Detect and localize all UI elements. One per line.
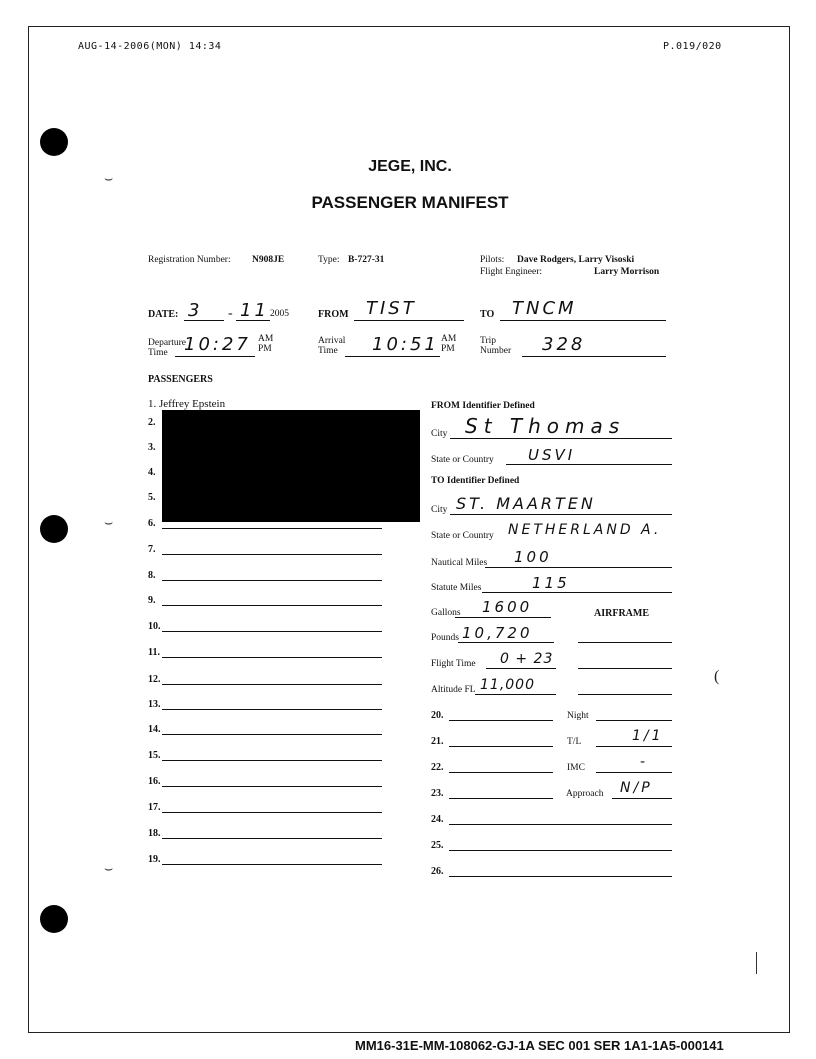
passenger-row-line xyxy=(162,605,382,606)
passenger-row-number: 21. xyxy=(431,736,444,747)
date-label: DATE: xyxy=(148,309,179,320)
passenger-row-number: 24. xyxy=(431,814,444,825)
passenger-row-number: 5. xyxy=(148,492,156,503)
passenger-row-line xyxy=(162,657,382,658)
passenger-row-number: 13. xyxy=(148,699,161,710)
to-city-value: ST. MAARTEN xyxy=(456,494,596,513)
altitude-label: Altitude FL xyxy=(431,685,476,695)
date-year: 2005 xyxy=(270,309,289,319)
pilots-value: Dave Rodgers, Larry Visoski xyxy=(517,255,635,265)
passenger-row-number: 22. xyxy=(431,762,444,773)
nautical-miles-label: Nautical Miles xyxy=(431,558,488,568)
to-identifier-heading: TO Identifier Defined xyxy=(431,476,520,486)
to-city-label: City xyxy=(431,505,448,515)
passenger-row-line xyxy=(162,838,382,839)
passenger-row-number: 23. xyxy=(431,788,444,799)
statute-miles-value: 115 xyxy=(532,574,570,592)
statute-miles-label: Statute Miles xyxy=(431,583,482,593)
passenger-row-number: 10. xyxy=(148,621,161,632)
passenger-row-number: 15. xyxy=(148,750,161,761)
approach-value: N/P xyxy=(620,780,653,796)
passenger-row-number: 16. xyxy=(148,776,161,787)
trip-number: 328 xyxy=(542,334,586,355)
engineer-value: Larry Morrison xyxy=(594,267,660,277)
passenger-row-line xyxy=(162,734,382,735)
passenger-row-line xyxy=(162,554,382,555)
passenger-row-number: 20. xyxy=(431,710,444,721)
passenger-row-number: 2. xyxy=(148,417,156,428)
date-month: 3 xyxy=(188,300,203,321)
flight-time-value: 0 + 23 xyxy=(500,651,554,667)
punch-hole-bottom xyxy=(40,905,68,933)
passenger-row-line xyxy=(162,709,382,710)
passenger-row-number: 26. xyxy=(431,866,444,877)
imc-value: - xyxy=(640,754,649,770)
passenger-row-line xyxy=(449,746,553,747)
bates-number: MM16-31E-MM-108062-GJ-1A SEC 001 SER 1A1-1A5-000141 xyxy=(355,1038,724,1053)
to-state-value: NETHERLAND A. xyxy=(508,522,662,538)
margin-mark: ( xyxy=(714,668,720,685)
margin-mark: ⌣ xyxy=(104,516,114,531)
gallons-label: Gallons xyxy=(431,608,461,618)
fax-timestamp: AUG-14-2006(MON) 14:34 xyxy=(78,41,222,52)
gallons-value: 1600 xyxy=(482,598,533,616)
trip-label: Trip Number xyxy=(480,336,512,356)
tl-label: T/L xyxy=(567,737,582,747)
flight-time-label: Flight Time xyxy=(431,659,476,669)
to-state-label: State or Country xyxy=(431,531,494,541)
pounds-value: 10,720 xyxy=(462,624,533,642)
date-day: 11 xyxy=(240,300,269,321)
passenger-row-number: 3. xyxy=(148,442,156,453)
from-city-value: St Thomas xyxy=(465,414,626,438)
margin-mark: ⌣ xyxy=(104,172,114,187)
registration-label: Registration Number: xyxy=(148,255,231,265)
passenger-row-number: 12. xyxy=(148,674,161,685)
imc-label: IMC xyxy=(567,763,585,773)
passenger-row-number: 9. xyxy=(148,595,156,606)
pilots-label: Pilots: xyxy=(480,255,505,265)
punch-hole-middle xyxy=(40,515,68,543)
passenger-row-number: 4. xyxy=(148,467,156,478)
from-identifier-heading: FROM Identifier Defined xyxy=(431,401,535,411)
nautical-miles-value: 100 xyxy=(514,548,552,566)
passenger-row-number: 11. xyxy=(148,647,160,658)
night-label: Night xyxy=(567,711,589,721)
passenger-row-line xyxy=(449,850,672,851)
airframe-heading: AIRFRAME xyxy=(594,608,649,619)
passenger-row-line xyxy=(162,786,382,787)
pounds-label: Pounds xyxy=(431,633,459,643)
passenger-row-line xyxy=(449,824,672,825)
document-title: PASSENGER MANIFEST xyxy=(311,193,509,212)
from-city-label: City xyxy=(431,429,448,439)
passenger-row-number: 18. xyxy=(148,828,161,839)
passenger-row-number: 19. xyxy=(148,854,161,865)
passenger-row-line xyxy=(162,580,382,581)
redaction-block xyxy=(162,410,420,522)
approach-label: Approach xyxy=(566,789,604,799)
punch-hole-top xyxy=(40,128,68,156)
passenger-row-line xyxy=(449,876,672,877)
passenger-row-line xyxy=(449,798,553,799)
passenger-row-line xyxy=(162,760,382,761)
passenger-row-line xyxy=(162,864,382,865)
passenger-row-number: 6. xyxy=(148,518,156,529)
passenger-row-number: 14. xyxy=(148,724,161,735)
passengers-heading: PASSENGERS xyxy=(148,374,213,385)
passenger-row-number: 17. xyxy=(148,802,161,813)
margin-mark: ⌣ xyxy=(104,862,114,877)
page-border xyxy=(28,26,790,1033)
to-value: TNCM xyxy=(512,298,577,319)
from-label: FROM xyxy=(318,309,349,320)
arrival-time: 10:51 xyxy=(372,334,439,355)
to-label: TO xyxy=(480,309,495,320)
departure-time: 10:27 xyxy=(184,334,251,355)
passenger-row-line xyxy=(162,812,382,813)
passenger-row-line xyxy=(449,772,553,773)
departure-ampm: AM PM xyxy=(258,334,274,354)
from-state-value: USVI xyxy=(528,446,576,464)
margin-mark xyxy=(756,952,757,974)
passenger-row-number: 7. xyxy=(148,544,156,555)
altitude-value: 11,000 xyxy=(480,677,535,693)
from-state-label: State or Country xyxy=(431,455,494,465)
from-value: TIST xyxy=(366,298,417,319)
departure-label: Departure Time xyxy=(148,338,186,358)
registration-value: N908JE xyxy=(252,255,285,265)
passenger-1: 1. Jeffrey Epstein xyxy=(148,398,226,410)
arrival-ampm: AM PM xyxy=(441,334,457,354)
passenger-row-number: 25. xyxy=(431,840,444,851)
passenger-row-line xyxy=(162,631,382,632)
arrival-label: Arrival Time xyxy=(318,336,346,356)
company-name: JEGE, INC. xyxy=(368,158,452,175)
passenger-row-line xyxy=(162,684,382,685)
type-label: Type: xyxy=(318,255,340,265)
passenger-row-line xyxy=(449,720,553,721)
passenger-row-number: 8. xyxy=(148,570,156,581)
engineer-label: Flight Engineer: xyxy=(480,267,543,277)
passenger-row-line xyxy=(162,528,382,529)
fax-page-number: P.019/020 xyxy=(663,41,722,52)
type-value: B-727-31 xyxy=(348,255,385,265)
tl-value: 1/1 xyxy=(632,728,664,744)
